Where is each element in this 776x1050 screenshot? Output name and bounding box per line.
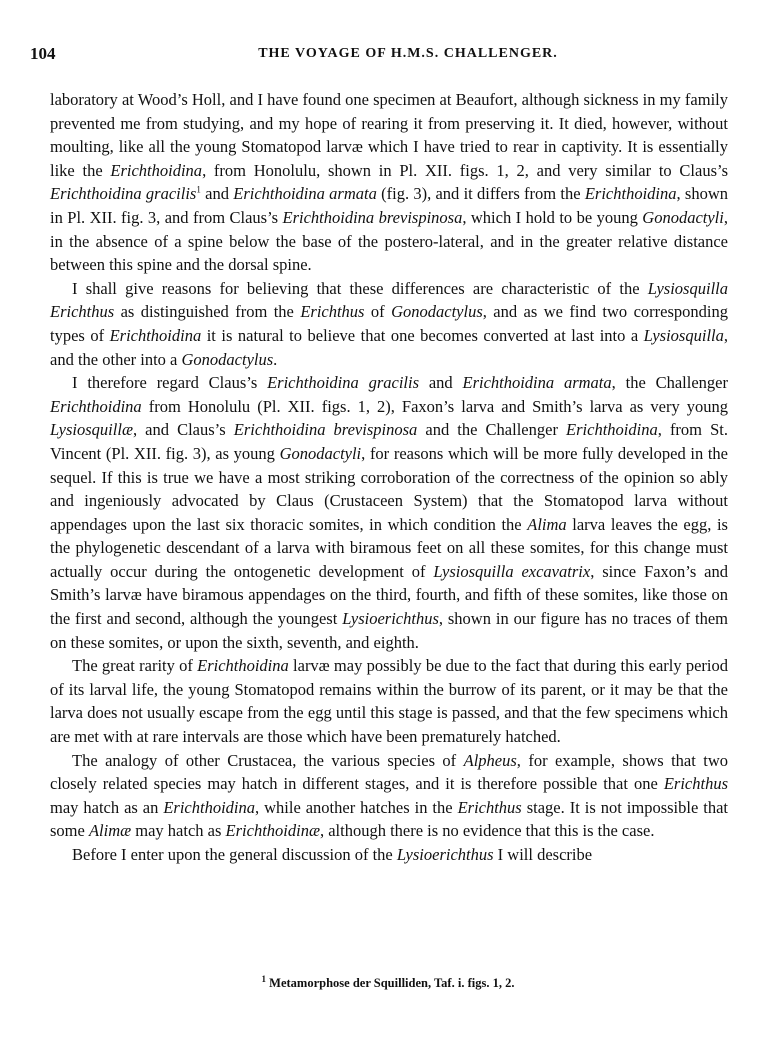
- text-run: , for reasons which will be more fully developed in the sequel. If this is true we have a most striking corroboration of the correctness of the opinion so ably and ingeniously advocated by Claus (Crustaceen System) that the Stomatopod larva without appendages upon the last six thoracic somites, in which condition the: [50, 443, 729, 534]
- italic-term: Lysiosquilla Erichthus: [50, 278, 728, 322]
- text-run: , and Claus’s: [132, 420, 234, 440]
- text-run: I shall give reasons for believing that these differences are characteristic of the: [72, 278, 648, 298]
- italic-term: Erichthoidina: [109, 325, 202, 345]
- italic-term: Erichthoidina: [197, 656, 289, 676]
- italic-term: Erichthoidinæ: [225, 821, 320, 841]
- paragraph: [50, 371, 728, 654]
- text-run: , since Faxon’s and Smith’s larvæ have biramous appendages on the third, fourth, and fifth of these somites, like those on the first and second, although the youngest: [50, 561, 729, 629]
- text-run: , shown in our figure has no traces of them on these somites, or upon the sixth, seventh, and eighth.: [50, 609, 729, 652]
- italic-term: Gonodactylus: [181, 349, 274, 369]
- italic-term: Lysiosquillæ: [50, 420, 133, 440]
- italic-term: Alima: [527, 514, 567, 534]
- text-run: , shown in Pl. XII. fig. 3, and from Claus’s: [50, 184, 728, 227]
- text-run: may hatch as: [131, 821, 226, 841]
- text-run: laboratory at Wood’s Holl, and I have found one specimen at Beaufort, although sickness in my family prevented me from studying, and my hope of rearing it from preserving it. It died, however, without moulting, like all the young Stomatopod larvæ which I have tried to rear in captivity. It is essentially like the: [50, 90, 728, 180]
- italic-term: Gonodactyli: [642, 207, 724, 227]
- text-run: , and as we find two corresponding types of: [50, 302, 728, 345]
- footnote-marker: 1: [261, 973, 267, 984]
- italic-term: Lysiosquilla: [643, 325, 724, 345]
- italic-term: Erichthoidina: [584, 184, 677, 204]
- footnote-reference: 1: [196, 184, 201, 195]
- text-run: The analogy of other Crustacea, the various species of: [72, 750, 464, 770]
- italic-term: Erichthoidina brevispinosa: [233, 420, 418, 440]
- text-run: I therefore regard Claus’s: [72, 373, 268, 393]
- italic-term: Erichthoidina: [163, 797, 256, 817]
- italic-term: Lysioerichthus: [342, 609, 439, 629]
- text-run: , the Challenger: [611, 373, 728, 393]
- italic-term: Erichthoidina gracilis: [267, 373, 419, 393]
- italic-term: Erichthus: [457, 797, 522, 817]
- text-run: of: [364, 302, 392, 322]
- paragraph: [50, 654, 728, 748]
- text-run: , from Honolulu, shown in Pl. XII. figs. 1, 2, and very similar to Claus’s: [202, 160, 728, 180]
- text-run: it is natural to believe that one becomes converted at last into a: [201, 325, 644, 345]
- text-run: as distinguished from the: [114, 302, 301, 322]
- text-run: , which I hold to be young: [462, 207, 643, 227]
- text-run: , although there is no evidence that this is the case.: [319, 821, 655, 841]
- italic-term: Erichthus: [663, 774, 728, 794]
- body-text: [50, 88, 728, 867]
- text-run: larvæ may possibly be due to the fact that during this early period of its larval life, the young Stomatopod remains within the burrow of its parent, or it may be that the larva does not usually escape from the egg until this stage is passed, and that the few specimens which are met with at rare intervals are those which have been prematurely hatched.: [50, 656, 728, 747]
- text-run: and: [200, 184, 234, 204]
- text-run: The great rarity of: [72, 656, 198, 676]
- text-run: and: [419, 373, 463, 393]
- text-run: , while another hatches in the: [255, 797, 458, 817]
- running-title: THE VOYAGE OF H.M.S. CHALLENGER.: [258, 46, 558, 61]
- page-number: 104: [30, 44, 56, 63]
- italic-term: Erichthoidina: [566, 420, 658, 440]
- paragraph: [50, 749, 728, 843]
- footnote: [0, 973, 776, 991]
- text-run: from Honolulu (Pl. XII. figs. 1, 2), Faxon’s larva and Smith’s larva as very young: [141, 396, 728, 416]
- italic-term: Erichthus: [300, 302, 365, 322]
- italic-term: Erichthoidina brevispinosa: [282, 207, 463, 227]
- text-run: , and the other into a: [50, 325, 728, 369]
- italic-term: Lysiosquilla excavatrix: [433, 561, 591, 581]
- text-run: may hatch as an: [50, 797, 164, 817]
- text-run: , from St. Vincent (Pl. XII. fig. 3), as young: [50, 420, 728, 463]
- italic-term: Alimæ: [88, 821, 132, 841]
- italic-term: Erichthoidina: [50, 396, 142, 416]
- text-run: I will describe: [493, 845, 593, 864]
- italic-term: Gonodactylus: [391, 302, 483, 322]
- italic-term: Alpheus: [463, 750, 517, 770]
- text-run: Before I enter upon the general discussion of the: [72, 845, 397, 864]
- paragraph: [50, 277, 728, 371]
- text-run: , in the absence of a spine below the base of the postero-lateral, and in the greater relative distance between this spine and the dorsal spine.: [50, 207, 728, 275]
- text-run: (fig. 3), and it differs from the: [376, 184, 585, 204]
- paragraph: [50, 88, 728, 277]
- italic-term: Erichthoidina gracilis: [50, 184, 197, 204]
- text-run: and the Challenger: [417, 420, 567, 440]
- text-run: , for example, shows that two closely related species may hatch in different stages, and it is therefore possible that one: [50, 750, 729, 794]
- page-header: [30, 44, 746, 68]
- italic-term: Erichthoidina: [110, 160, 203, 180]
- text-run: .: [273, 349, 278, 369]
- paragraph: [50, 843, 728, 867]
- italic-term: Gonodactyli: [279, 443, 362, 463]
- italic-term: Erichthoidina armata: [462, 373, 612, 393]
- text-run: stage. It is not impossible that some: [50, 797, 728, 841]
- italic-term: Lysioerichthus: [396, 845, 494, 864]
- italic-term: Erichthoidina armata: [233, 184, 377, 204]
- footnote-text: Metamorphose der Squilliden, Taf. i. figs. 1, 2.: [266, 976, 515, 990]
- text-run: larva leaves the egg, is the phylogenetic descendant of a larva with biramous feet on all these somites, for this change must actually occur during the ontogenetic development of: [50, 514, 728, 581]
